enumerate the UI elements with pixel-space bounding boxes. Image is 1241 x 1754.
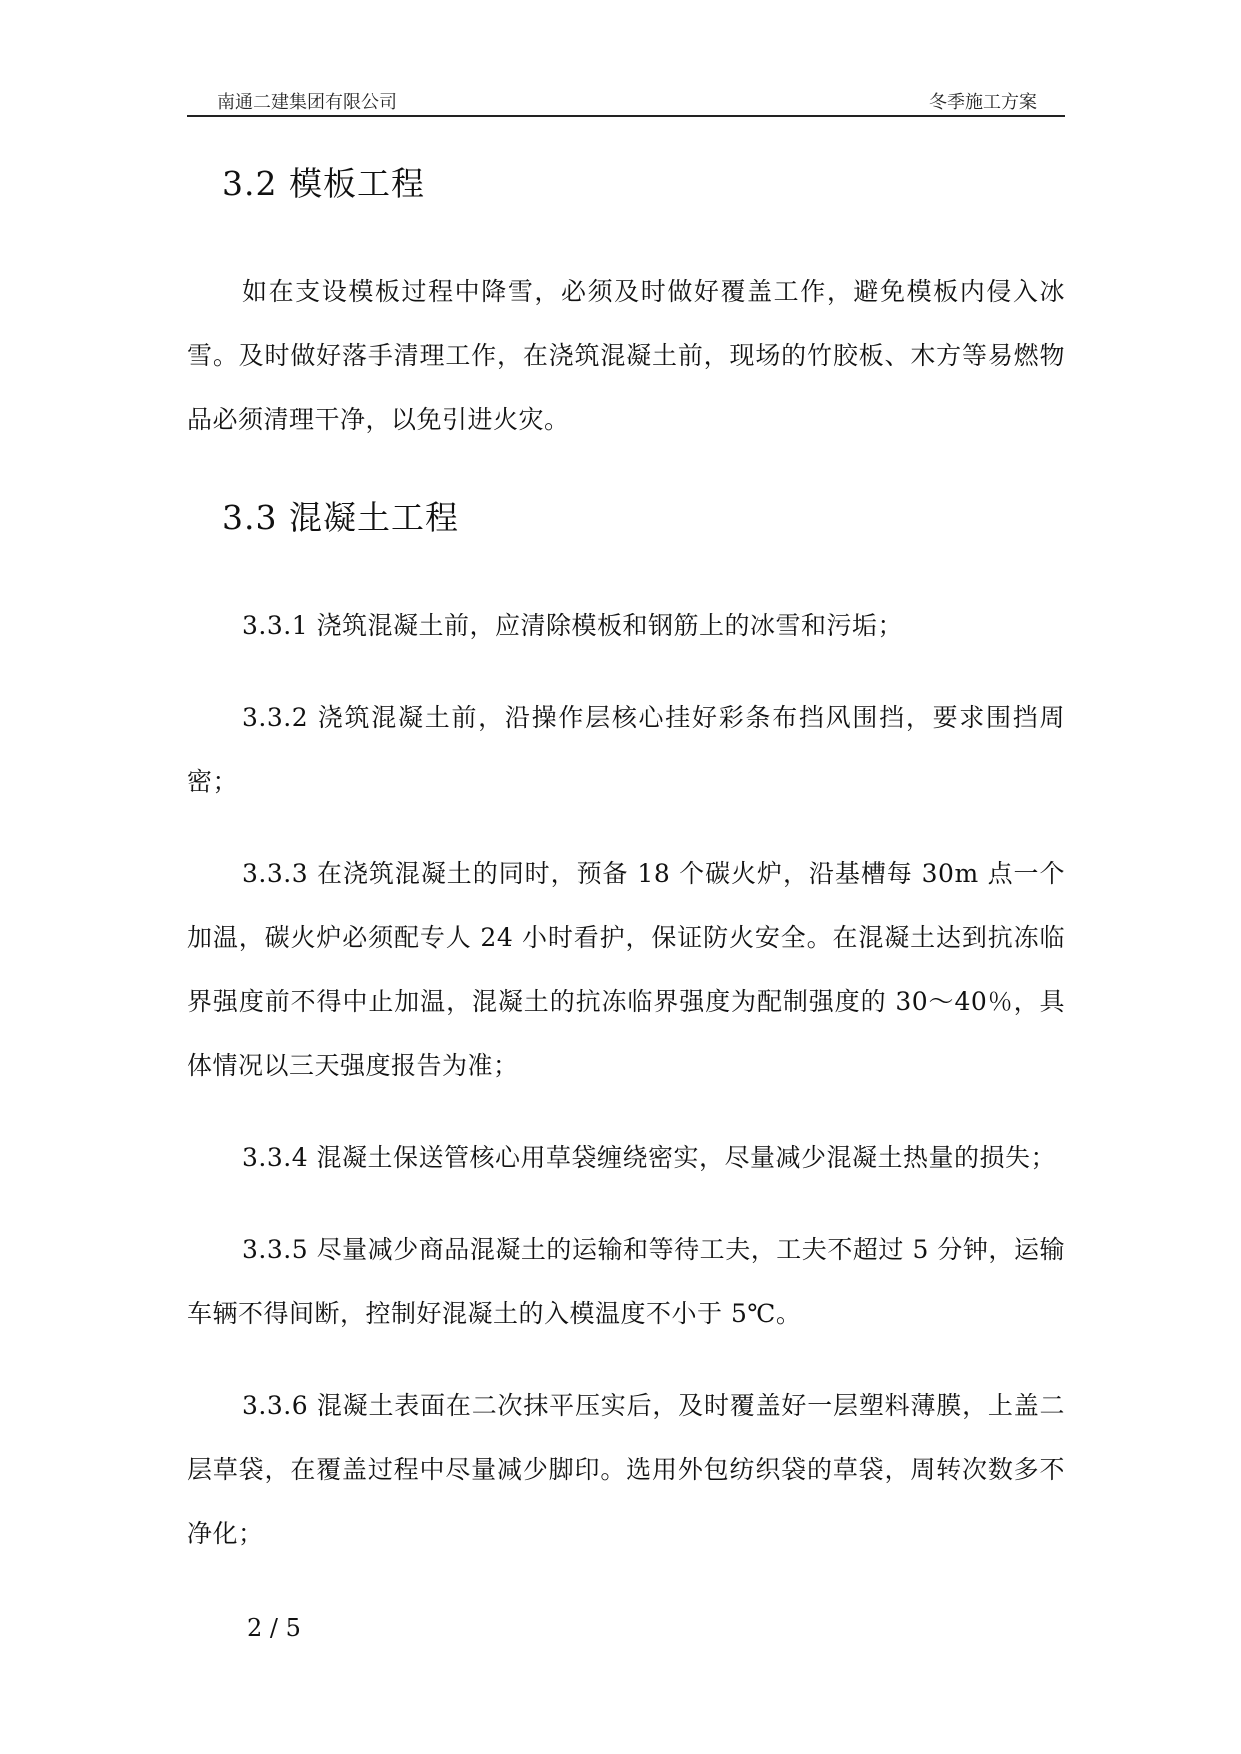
paragraph-formwork: 如在支设模板过程中降雪，必须及时做好覆盖工作，避免模板内侵入冰雪。及时做好落手清理工作，在浇筑混凝土前，现场的竹胶板、木方等易燃物品必须清理干净，以免引进火灾。 xyxy=(187,277,1065,434)
page-number: 2 / 5 xyxy=(247,1614,301,1642)
paragraph-3-3-3: 3.3.3 在浇筑混凝土的同时，预备 18 个碳火炉，沿基槽每 30m 点一个加温，碳火炉必须配专人 24 小时看护，保证防火安全。在混凝土达到抗冻临界强度前不得中止加温，混凝土的抗冻临界强度为配制强度的 30～40％，具体情况以三天强度报告为准； xyxy=(187,859,1065,1080)
paragraph-3-3-5: 3.3.5 尽量减少商品混凝土的运输和等待工夫，工夫不超过 5 分钟，运输车辆不得间断，控制好混凝土的入模温度不小于 5℃。 xyxy=(187,1235,1065,1328)
section-heading-formwork: 3.2 模板工程 xyxy=(222,164,425,203)
paragraph-3-3-2: 3.3.2 浇筑混凝土前，沿操作层核心挂好彩条布挡风围挡，要求围挡周密； xyxy=(187,703,1065,796)
paragraph-3-3-6: 3.3.6 混凝土表面在二次抹平压实后，及时覆盖好一层塑料薄膜，上盖二层草袋，在覆盖过程中尽量减少脚印。选用外包纺织袋的草袋，周转次数多不净化； xyxy=(187,1391,1065,1548)
paragraph-3-3-4: 3.3.4 混凝土保送管核心用草袋缠绕密实，尽量减少混凝土热量的损失； xyxy=(242,1143,1057,1172)
header-divider xyxy=(187,115,1065,117)
paragraph-3-3-1: 3.3.1 浇筑混凝土前，应清除模板和钢筋上的冰雪和污垢； xyxy=(242,611,904,640)
page-header xyxy=(187,86,1065,116)
header-company: 南通二建集团有限公司 xyxy=(217,92,397,113)
document-body xyxy=(187,150,1065,1594)
section-heading-concrete: 3.3 混凝土工程 xyxy=(222,498,459,537)
header-doc-title: 冬季施工方案 xyxy=(929,92,1037,113)
